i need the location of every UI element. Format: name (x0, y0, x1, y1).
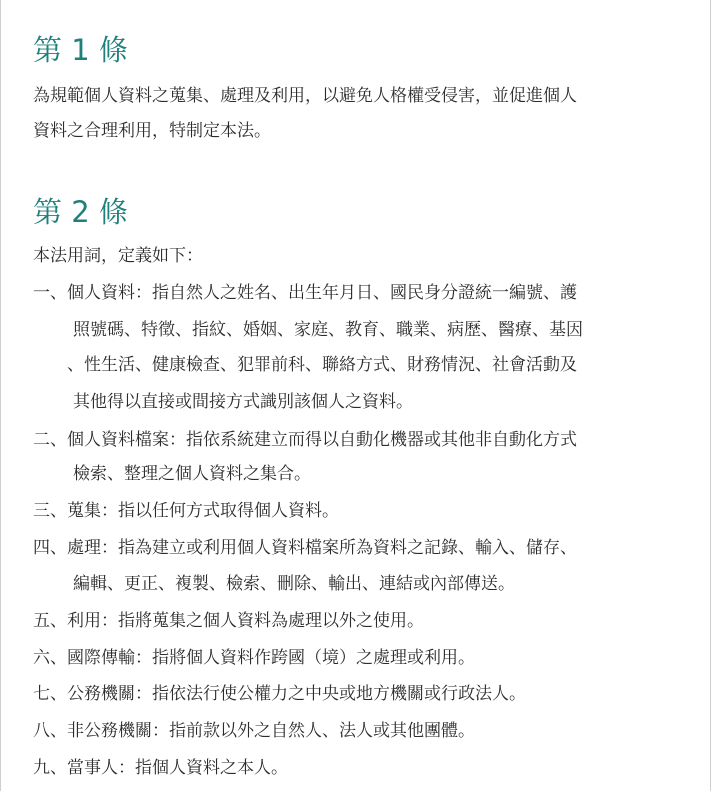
definition-item-9: 九、當事人：指個人資料之本人。 (33, 758, 288, 778)
definition-item-1-continuation: 照號碼、特徵、指紋、婚姻、家庭、教育、職業、病歷、醫療、基因 (73, 320, 583, 340)
definition-item-7: 七、公務機關：指依法行使公權力之中央或地方機關或行政法人。 (33, 684, 526, 704)
article-1-title: 第 1 條 (33, 33, 128, 67)
definition-item-1: 一、個人資料：指自然人之姓名、出生年月日、國民身分證統一編號、護 (33, 283, 577, 303)
article-2-title: 第 2 條 (33, 195, 128, 229)
definition-item-4-continuation: 編輯、更正、複製、檢索、刪除、輸出、連結或內部傳送。 (73, 574, 515, 594)
article-1-text-line: 資料之合理利用，特制定本法。 (33, 121, 271, 141)
definition-item-3: 三、蒐集：指以任何方式取得個人資料。 (33, 501, 339, 521)
definition-item-1-continuation: 、性生活、健康檢查、犯罪前科、聯絡方式、財務情況、社會活動及 (67, 355, 577, 375)
definition-item-2-continuation: 檢索、整理之個人資料之集合。 (73, 464, 311, 484)
definition-item-4: 四、處理：指為建立或利用個人資料檔案所為資料之記錄、輸入、儲存、 (33, 538, 577, 558)
definition-item-1-continuation: 其他得以直接或間接方式識別該個人之資料。 (73, 392, 413, 412)
definition-item-6: 六、國際傳輸：指將個人資料作跨國（境）之處理或利用。 (33, 648, 475, 668)
definition-item-5: 五、利用：指將蒐集之個人資料為處理以外之使用。 (33, 611, 424, 631)
definition-item-8: 八、非公務機關：指前款以外之自然人、法人或其他團體。 (33, 721, 475, 741)
definition-item-2: 二、個人資料檔案：指依系統建立而得以自動化機器或其他非自動化方式 (33, 430, 577, 450)
article-1-text-line: 為規範個人資料之蒐集、處理及利用，以避免人格權受侵害，並促進個人 (33, 86, 577, 106)
article-2-intro: 本法用詞，定義如下： (33, 246, 203, 266)
